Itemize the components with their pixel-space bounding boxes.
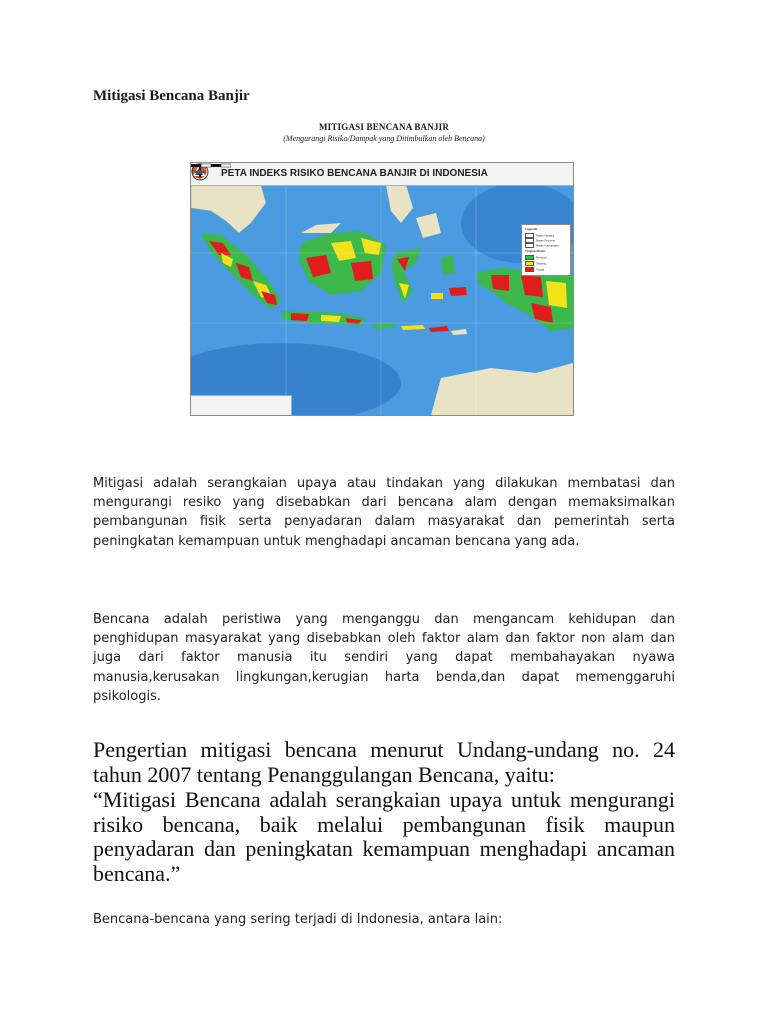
paragraph-mitigasi: Mitigasi adalah serangkaian upaya atau tindakan yang dilakukan membatasi dan mengurangi resiko yang disebabkan dari bencana alam dengan memaksimalkan pembangunan fisik serta penyadaran dalam masyarakat dan pemerintah serta peningkatan kemampuan untuk menghadapi ancaman bencana yang ada. [93,476,675,549]
map-graphic [191,163,573,415]
legend-item: Rendah [525,255,547,259]
paragraph-bencana: Bencana adalah peristiwa yang menganggu dan mengancam kehidupan dan penghidupan masyarakat yang disebabkan oleh faktor alam dan faktor non alam dan juga dari faktor manusia itu sendiri yang dapat membahayakan nyawa manusia,kerusakan lingkungan,kerugian harta benda,dan dapat memenggaruhi psikologis. [93,612,675,704]
document-title: Mitigasi Bencana Banjir [93,88,250,104]
legend-item: Batas Kabupaten [525,243,559,247]
closing-line: Bencana-bencana yang sering terjadi di Indonesia, antara lain: [93,912,503,927]
legend-item: Tingkat Risiko [525,249,546,253]
legend-item: Sedang [525,261,546,265]
map-header [191,163,573,186]
definition-intro: Pengertian mitigasi bencana menurut Undang-undang no. 24 tahun 2007 tentang Penanggulangan Bencana, yaitu: [93,737,675,787]
definition-quote: “Mitigasi Bencana adalah serangkaian upaya untuk mengurangi risiko bencana, baik melalui pembangunan fisik maupun penyadaran dan peningkatan kemampuan menghadapi ancaman bencana.” [93,787,675,886]
scale-bar-icon [191,163,231,169]
legend-heading: Legenda [525,227,538,231]
legend-item: Batas Negara [525,233,554,237]
map-legend [521,224,571,276]
legend-item: Batas Provinsi [525,238,555,242]
flood-risk-map [190,162,574,416]
map-info-box [191,395,292,416]
legend-item: Tinggi [525,267,544,271]
map-header-label: PETA INDEKS RISIKO BENCANA BANJIR DI INDONESIA [221,168,488,179]
figure-subtitle: (Mengurangi Risiko/Dampak yang Ditimbulkan oleh Bencana) [283,134,485,143]
figure-title: MITIGASI BENCANA BANJIR [318,122,450,132]
